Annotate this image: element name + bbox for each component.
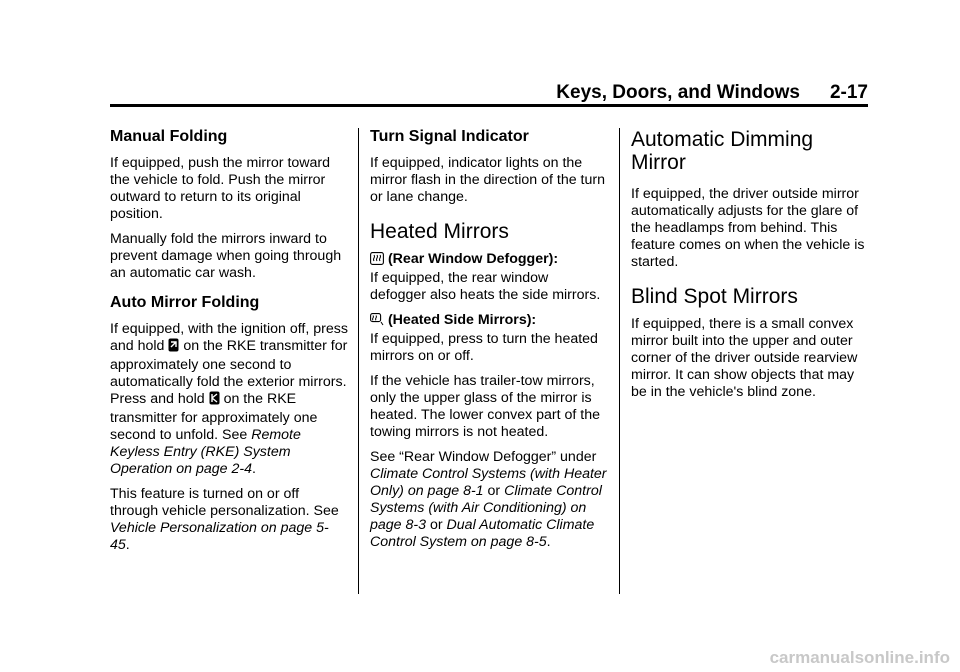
personalization-text-end: .: [125, 537, 130, 553]
trailer-tow-paragraph: If the vehicle has trailer-tow mirrors, only the upper glass of the mirror is heated. The lower convex part of the towing mirrors is not heated.: [370, 373, 601, 440]
blind-spot-paragraph: If equipped, there is a small convex mirror built into the upper and outer corner of the driver outside rearview mirror. It can show objects that may be in the vehicle's blind zone.: [631, 316, 858, 400]
page-header: [110, 82, 868, 104]
auto-text-a: If equipped, with the ignition off, press and hold: [110, 321, 348, 354]
column-2: [370, 128, 608, 559]
rke-cross-reference[interactable]: Remote Keyless Entry (RKE) System Operation on page 2-4: [110, 427, 301, 477]
page-number: 2-17: [829, 82, 868, 103]
heated-mirrors-heading: Heated Mirrors: [370, 220, 509, 243]
heated-side-mirrors-paragraph: [370, 312, 608, 365]
auto-text-end: .: [251, 461, 256, 477]
column-divider: [619, 128, 620, 594]
column-1: [110, 128, 348, 562]
rke-unfold-icon: [209, 391, 220, 410]
rear-defogger-text: If equipped, the rear window defogger also heats the side mirrors.: [370, 270, 601, 303]
manual-folding-paragraph-1: If equipped, push the mirror toward the vehicle to fold. Push the mirror outward to return to its original position.: [110, 155, 331, 222]
rear-defogger-icon: [370, 252, 384, 270]
climate-ac-cross-reference[interactable]: Climate Control Systems (with Air Conditioning) on page 8-3: [370, 483, 602, 533]
or-text: or: [487, 483, 501, 499]
header-rule: [110, 104, 868, 107]
section-title: Keys, Doors, and Windows: [556, 82, 800, 103]
watermark: carmanualsonline.info: [769, 648, 950, 667]
heated-mirror-icon: [370, 313, 384, 331]
manual-folding-paragraph-2: Manually fold the mirrors inward to prevent damage when going through an automatic car wash.: [110, 231, 342, 281]
see-also-text: See “Rear Window Defogger” under: [370, 449, 597, 465]
heated-side-mirrors-label: (Heated Side Mirrors):: [387, 312, 537, 328]
auto-folding-paragraph-1: [110, 321, 348, 478]
rear-defogger-label: (Rear Window Defogger):: [387, 251, 559, 267]
automatic-dimming-paragraph: If equipped, the driver outside mirror automatically adjusts for the glare of the headlamps from behind. This feature comes on when the vehicle is started.: [631, 186, 865, 270]
rke-fold-icon: [168, 338, 179, 357]
dual-climate-cross-reference[interactable]: Dual Automatic Climate Control System on page 8-5: [370, 517, 595, 550]
or-text: or: [429, 517, 443, 533]
auto-text-c: on the RKE transmitter for approximately one second to unfold. See: [110, 391, 318, 443]
automatic-dimming-heading: Automatic Dimming Mirror: [631, 128, 814, 174]
personalization-text: This feature is turned on or off through vehicle personalization. See: [110, 486, 339, 519]
manual-folding-heading: Manual Folding: [110, 128, 228, 145]
see-also-paragraph: [370, 449, 608, 551]
personalization-cross-reference[interactable]: Vehicle Personalization on page 5-45: [110, 520, 329, 553]
auto-folding-paragraph-2: [110, 486, 348, 554]
see-also-end: .: [546, 534, 551, 550]
turn-signal-heading: Turn Signal Indicator: [370, 128, 529, 145]
blind-spot-heading: Blind Spot Mirrors: [631, 285, 798, 308]
turn-signal-paragraph: If equipped, indicator lights on the mirror flash in the direction of the turn or lane change.: [370, 155, 605, 205]
auto-mirror-folding-heading: Auto Mirror Folding: [110, 294, 260, 311]
climate-heater-cross-reference[interactable]: Climate Control Systems (with Heater Only) on page 8-1: [370, 466, 607, 499]
rear-defogger-paragraph: [370, 251, 608, 304]
column-divider: [358, 128, 359, 594]
heated-side-mirrors-text: If equipped, press to turn the heated mirrors on or off.: [370, 331, 598, 364]
auto-text-b: on the RKE transmitter for approximately one second to automatically fold the exterior mirrors. Press and hold: [110, 338, 348, 407]
column-3: [631, 128, 869, 409]
